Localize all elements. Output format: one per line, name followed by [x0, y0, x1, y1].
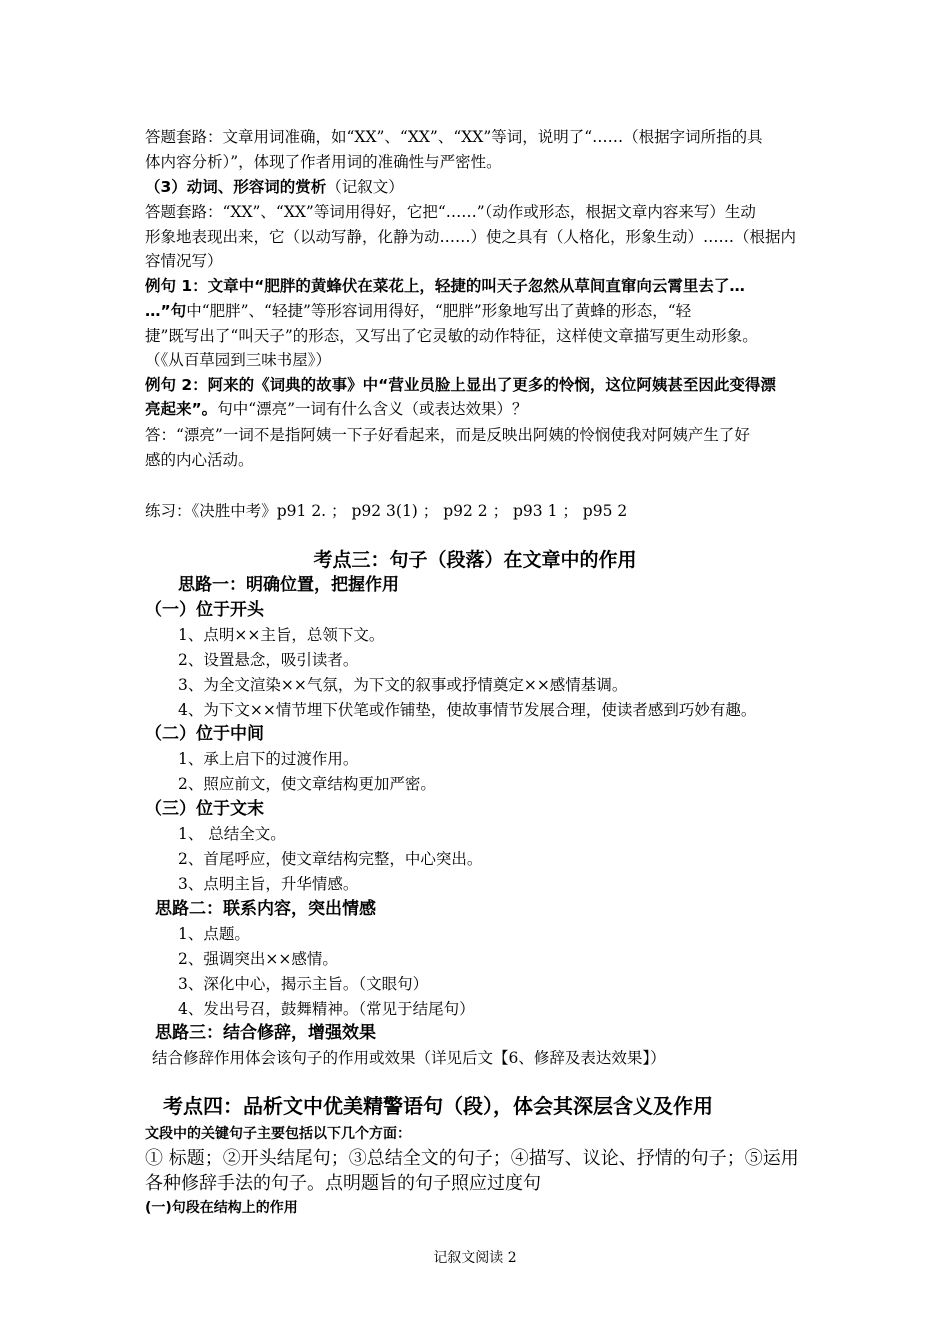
approach-heading: 思路三：结合修辞，增强效果: [155, 1023, 376, 1043]
subheading-bold: （3）动词、形容词的赏析: [145, 178, 327, 196]
section-title: 考点四：品析文中优美精警语句（段），体会其深层含义及作用: [163, 1094, 713, 1118]
page-footer: 记叙文阅读 2: [433, 1250, 517, 1266]
list-item: 3、深化中心，揭示主旨。（文眼句）: [178, 975, 429, 993]
example-2-question: 句中“漂亮”一词有什么含义（或表达效果）？: [217, 400, 528, 418]
text-line: 体内容分析）”，体现了作者用词的准确性与严密性。: [145, 153, 502, 171]
text-line: （《从百草园到三味书屋》）: [145, 351, 332, 369]
practice-line: 练习：《决胜中考》p91 2. ； p92 3(1) ； p92 2 ； p93 1 ； p95 2: [145, 502, 628, 520]
text-line: 形象地表现出来，它（以动写静，化静为动……）使之具有（人格化，形象生动）……（根据内: [145, 228, 797, 246]
text-line-large: ① 标题；②开头结尾句；③总结全文的句子；④描写、议论、抒情的句子；⑤运用: [145, 1148, 799, 1169]
text-line-bold: 文段中的关键句子主要包括以下几个方面：: [145, 1126, 411, 1142]
example-1-line: 例句 1：文章中“肥胖的黄蜂伏在菜花上，轻捷的叫天子忽然从草间直窜向云霄里去了…: [145, 277, 745, 295]
list-item: 4、为下文××情节埋下伏笔或作铺垫，使故事情节发展合理，使读者感到巧妙有趣。: [178, 701, 757, 719]
position-heading: （三）位于文末: [145, 799, 264, 819]
text-line: 容情况写）: [145, 252, 223, 270]
section-title: 考点三：句子（段落）在文章中的作用: [313, 549, 637, 571]
subheading-note: （记叙文）: [326, 178, 404, 196]
example-2-bold-tail: 亮起来”。: [145, 400, 218, 418]
approach-heading: 思路一：明确位置，把握作用: [178, 575, 399, 595]
list-item: 1、点题。: [178, 925, 250, 943]
text-line-bold: (一)句段在结构上的作用: [145, 1200, 298, 1216]
text-line: 答题套路：“XX”、“XX”等词用得好，它把“……”（动作或形态，根据文章内容来写）生动: [145, 203, 756, 221]
text-line: 答：“漂亮”一词不是指阿姨一下子好看起来，而是反映出阿姨的怜悯使我对阿姨产生了好: [145, 426, 750, 444]
list-item: 3、点明主旨，升华情感。: [178, 875, 359, 893]
text-line: 感的内心活动。: [145, 451, 254, 469]
list-item: 1、 总结全文。: [178, 825, 286, 843]
subheading-line: [145, 176, 404, 198]
example-2-line: 例句 2：阿来的《词典的故事》中“营业员脸上显出了更多的怜悯，这位阿姨甚至因此变得漂: [145, 376, 776, 394]
position-heading: （二）位于中间: [145, 724, 264, 744]
example-1-text: 中“肥胖”、“轻捷”等形容词用得好，“肥胖”形象地写出了黄蜂的形态，“轻: [186, 302, 692, 320]
text-line: [145, 300, 691, 322]
example-1-bold-tail: …”句: [145, 302, 187, 320]
text-line: [145, 398, 528, 420]
text-line: 答题套路：文章用词准确，如“XX”、“XX”、“XX”等词，说明了“……（根据字词所指的具: [145, 128, 763, 146]
text-line-large: 各种修辞手法的句子。点明题旨的句子照应过度句: [145, 1173, 541, 1194]
list-item: 3、为全文渲染××气氛，为下文的叙事或抒情奠定××感情基调。: [178, 676, 628, 694]
text-line: 结合修辞作用体会该句子的作用或效果（详见后文【6、修辞及表达效果】）: [152, 1049, 666, 1067]
approach-heading: 思路二：联系内容，突出情感: [155, 899, 376, 919]
list-item: 1、承上启下的过渡作用。: [178, 750, 359, 768]
text-line: 捷”既写出了“叫天子”的形态，又写出了它灵敏的动作特征，这样使文章描写更生动形象。: [145, 327, 758, 345]
list-item: 4、发出号召，鼓舞精神。（常见于结尾句）: [178, 1000, 475, 1018]
list-item: 1、点明××主旨，总领下文。: [178, 626, 385, 644]
list-item: 2、强调突出××感情。: [178, 950, 338, 968]
position-heading: （一）位于开头: [145, 600, 264, 620]
list-item: 2、照应前文，使文章结构更加严密。: [178, 775, 436, 793]
list-item: 2、设置悬念，吸引读者。: [178, 651, 359, 669]
list-item: 2、首尾呼应，使文章结构完整，中心突出。: [178, 850, 483, 868]
